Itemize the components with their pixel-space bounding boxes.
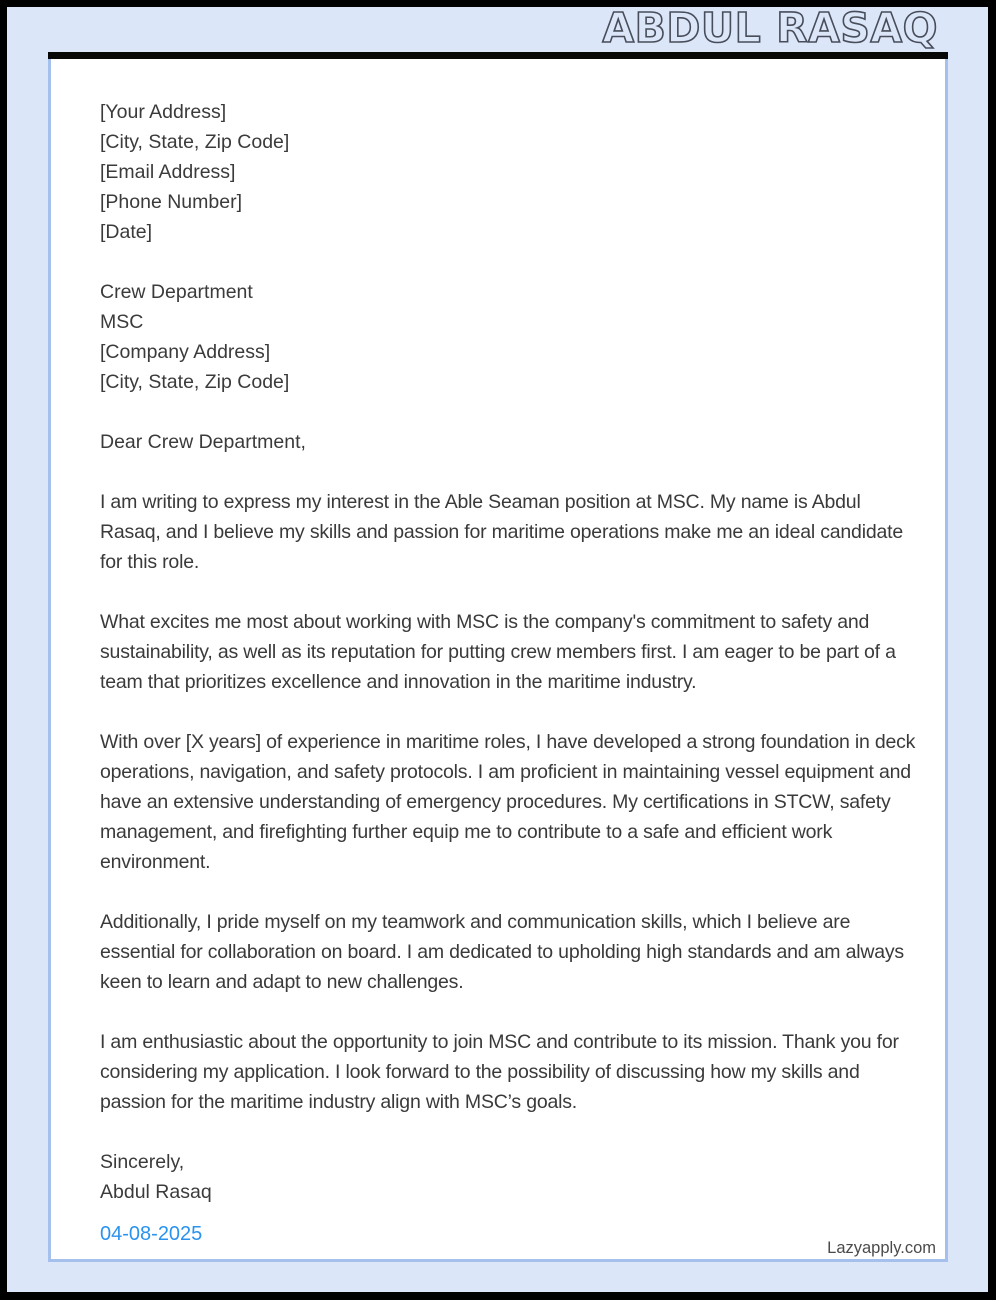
- body-paragraph: Additionally, I pride myself on my teamwork and communication skills, which I believe are essential for collaboration on board. I am dedicated to upholding high standards and am always keen to learn and adapt to new challenges.: [100, 911, 904, 993]
- recipient-address-line: [Company Address]: [100, 341, 271, 363]
- applicant-name-heading: ABDUL RASAQ: [602, 4, 938, 52]
- sender-address-line: [Email Address]: [100, 161, 236, 183]
- letter-content: [51, 59, 945, 1249]
- recipient-address-line: MSC: [100, 311, 144, 333]
- letter-date: 04-08-2025: [100, 1223, 203, 1245]
- sender-address-line: [Date]: [100, 221, 153, 243]
- signature-name: Abdul Rasaq: [100, 1181, 212, 1203]
- body-paragraph: With over [X years] of experience in maritime roles, I have developed a strong foundation in deck operations, navigation, and safety protocols. I am proficient in maintaining vessel equipment and have an extensive understanding of emergency procedures. My certifications in STCW, safety management, and firefighting further equip me to contribute to a safe and efficient work environment.: [100, 731, 916, 873]
- sender-address-line: [Phone Number]: [100, 191, 242, 213]
- recipient-address-line: [City, State, Zip Code]: [100, 371, 290, 393]
- recipient-address-block: [100, 277, 918, 397]
- brand-footer: Lazyapply.com: [827, 1239, 936, 1257]
- body-paragraph: I am writing to express my interest in the Able Seaman position at MSC. My name is Abdul Rasaq, and I believe my skills and passion for maritime operations make me an ideal candidate for this role.: [100, 491, 903, 573]
- letter-sheet: [48, 59, 948, 1262]
- salutation: Dear Crew Department,: [100, 431, 306, 453]
- sender-address-line: [City, State, Zip Code]: [100, 131, 290, 153]
- recipient-address-line: Crew Department: [100, 281, 253, 303]
- header-underline-rule: [48, 52, 948, 59]
- closing-line: Sincerely,: [100, 1151, 185, 1173]
- body-paragraph: I am enthusiastic about the opportunity to join MSC and contribute to its mission. Thank you for considering my application. I look forward to the possibility of discussing how my skills and passion for the maritime industry align with MSC’s goals.: [100, 1031, 899, 1113]
- body-paragraph: What excites me most about working with MSC is the company's commitment to safety and sustainability, as well as its reputation for putting crew members first. I am eager to be part of a team that prioritizes excellence and innovation in the maritime industry.: [100, 611, 896, 693]
- sender-address-block: [100, 97, 918, 247]
- sender-address-line: [Your Address]: [100, 101, 227, 123]
- closing-block: [100, 1147, 918, 1249]
